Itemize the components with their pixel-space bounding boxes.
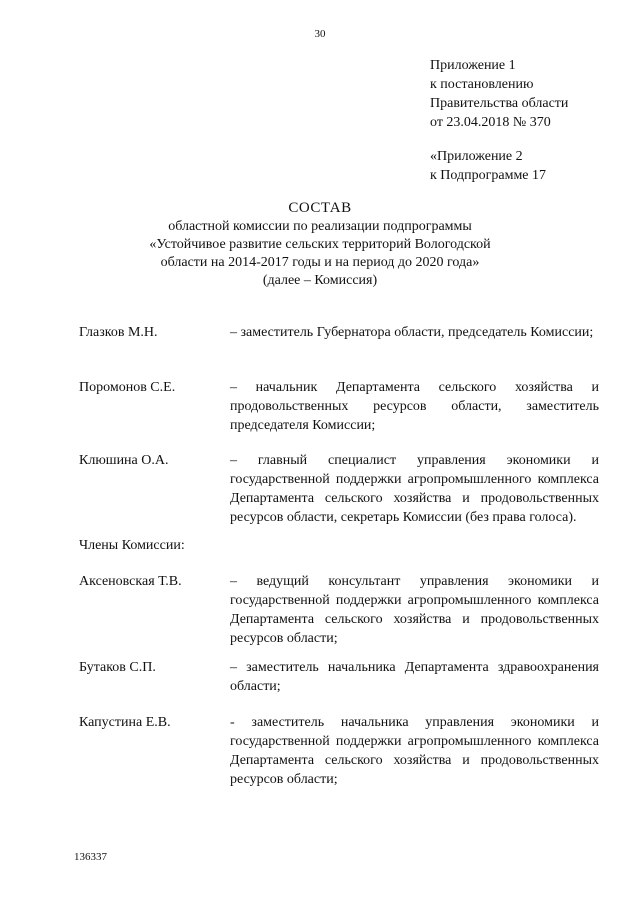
document-code: 136337 xyxy=(74,851,107,863)
person-role: – главный специалист управления экономики и государственной поддержки агропромышленного комплекса Департамента сельского хозяйства и продовольственных ресурсов области, секретарь Комиссии (без права голоса). xyxy=(230,453,599,525)
appendix-2-header xyxy=(430,147,546,185)
title-line: (далее – Комиссия) xyxy=(262,273,378,288)
person-name: Глазков М.Н. xyxy=(79,325,158,340)
page-number: 30 xyxy=(314,28,326,40)
appendix-2-line: «Приложение 2 xyxy=(430,149,523,164)
appendix-1-line: Правительства области xyxy=(430,96,569,111)
person-role: – заместитель начальника Департамента здравоохранения области; xyxy=(230,660,599,694)
title-line: «Устойчивое развитие сельских территорий Вологодской xyxy=(149,237,491,252)
title-line: области на 2014-2017 годы и на период до 2020 года» xyxy=(160,255,480,270)
person-role: - заместитель начальника управления экономики и государственной поддержки агропромышленного комплекса Департамента сельского хозяйства и продовольственных ресурсов области; xyxy=(230,715,599,787)
person-name: Клюшина О.А. xyxy=(79,453,169,468)
commission-member-entry xyxy=(79,713,599,789)
person-name: Аксеновская Т.В. xyxy=(79,574,182,589)
commission-entry-chair xyxy=(79,323,599,342)
appendix-1-line: к постановлению xyxy=(430,77,534,92)
person-name: Капустина Е.В. xyxy=(79,715,171,730)
person-name: Бутаков С.П. xyxy=(79,660,156,675)
person-name: Поромонов С.Е. xyxy=(79,380,176,395)
commission-entry-secretary xyxy=(79,451,599,527)
commission-member-entry xyxy=(79,658,599,696)
person-role: – заместитель Губернатора области, председатель Комиссии; xyxy=(230,325,594,340)
person-role: – ведущий консультант управления экономики и государственной поддержки агропромышленного комплекса Департамента сельского хозяйства и продовольственных ресурсов области; xyxy=(230,574,599,646)
appendix-1-line: Приложение 1 xyxy=(430,58,516,73)
appendix-1-header xyxy=(430,56,568,132)
person-role: – начальник Департамента сельского хозяйства и продовольственных ресурсов области, заместитель председателя Комиссии; xyxy=(230,380,599,433)
appendix-1-line: от 23.04.2018 № 370 xyxy=(430,115,551,130)
commission-member-entry xyxy=(79,572,599,648)
commission-entry-deputy-chair xyxy=(79,378,599,435)
title-line: областной комиссии по реализации подпрограммы xyxy=(168,219,472,234)
document-title xyxy=(0,199,640,290)
appendix-2-line: к Подпрограмме 17 xyxy=(430,168,547,183)
title-heading: СОСТАВ xyxy=(288,200,352,216)
members-heading: Члены Комиссии: xyxy=(79,538,185,553)
